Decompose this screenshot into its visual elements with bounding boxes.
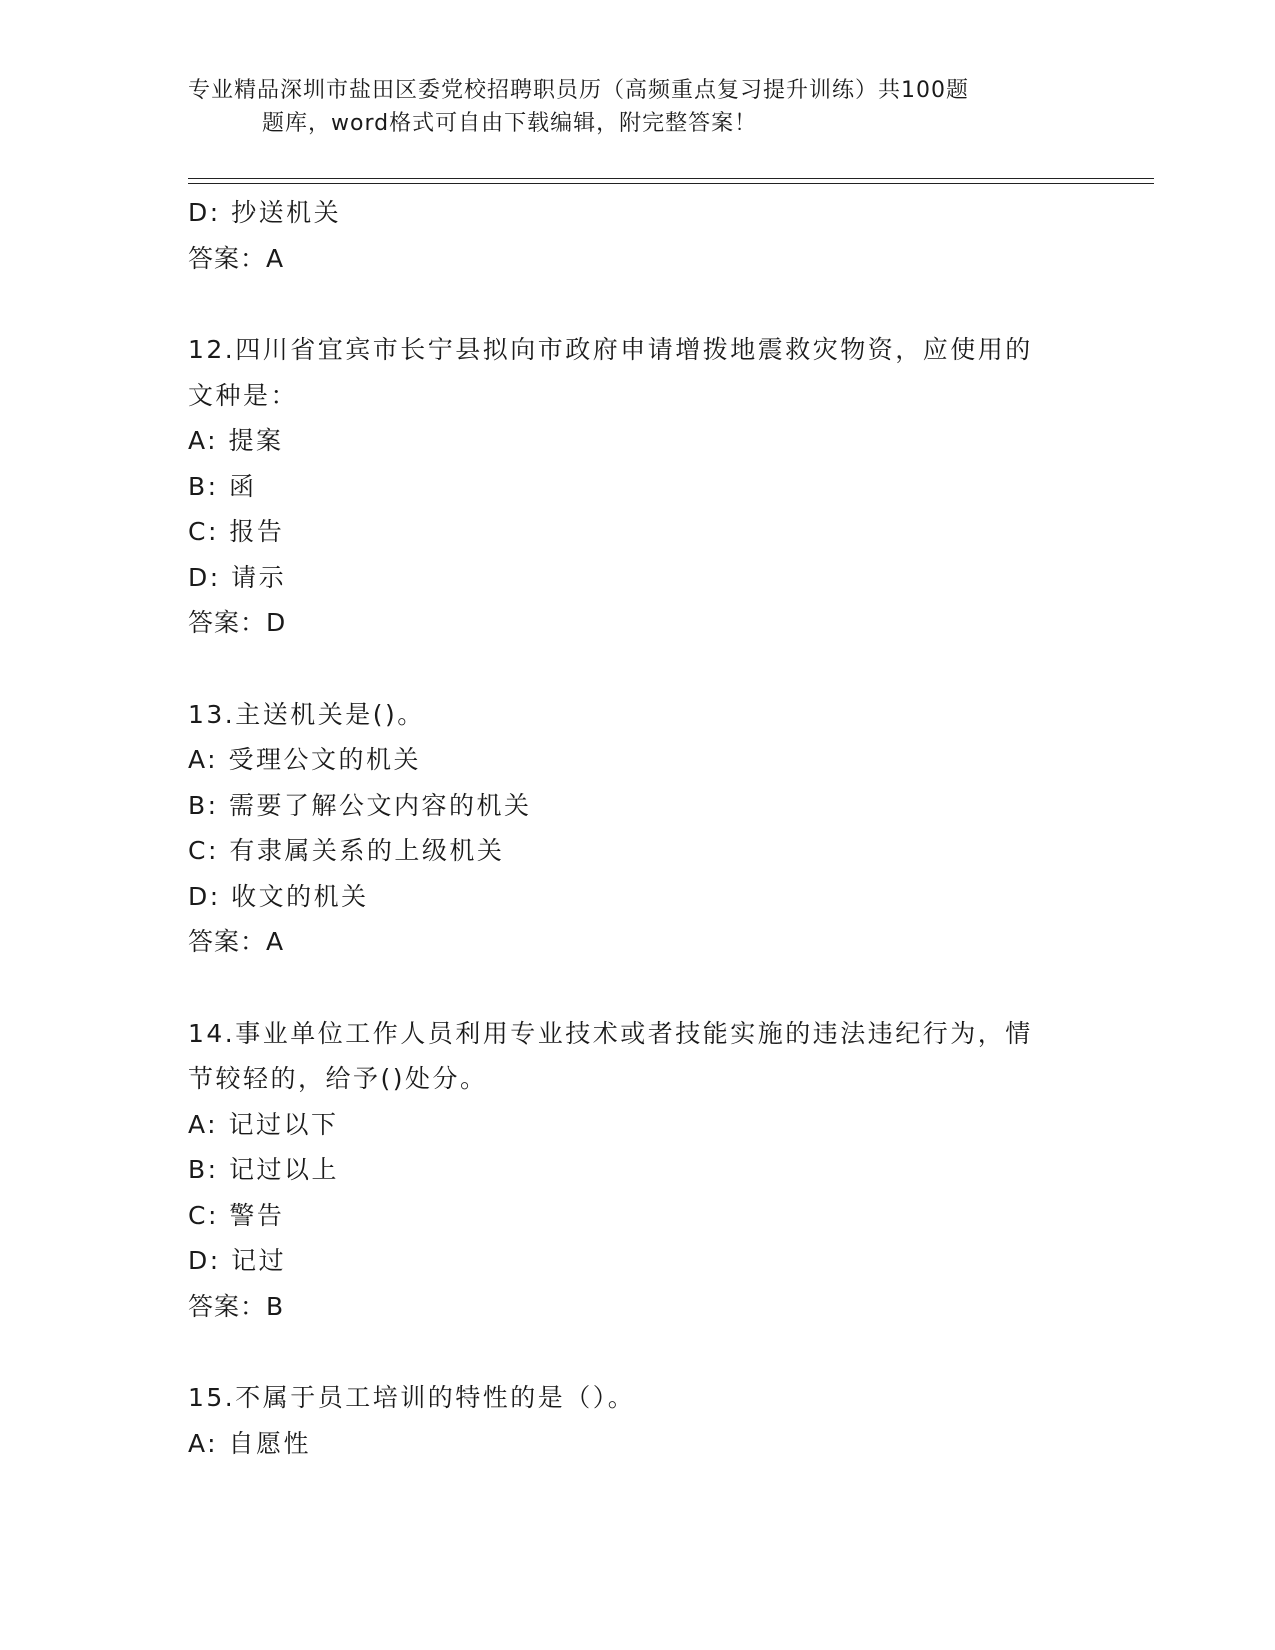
option-d: D: 请示 [188,562,287,592]
option-c: C: 有隶属关系的上级机关 [188,836,505,865]
header-title-line1: 专业精品深圳市盐田区委党校招聘职员历（高频重点复习提升训练）共100题 [188,78,969,103]
question-text: 15.不属于员工培训的特性的是（）。 [188,1383,636,1412]
question-text: 14.事业单位工作人员利用专业技术或者技能实施的违法违纪行为，情 [188,1018,1033,1048]
answer-line: 答案：D [188,608,287,637]
question-text: 13.主送机关是()。 [188,699,425,729]
header-rule-bottom [188,183,1154,184]
question-text-continued: 文种是： [188,380,299,410]
block-gap [188,965,1088,1011]
option-a: A: 自愿性 [188,1428,312,1458]
document-header [188,74,1088,140]
option-d: D: 记过 [188,1246,287,1275]
option-b: B: 需要了解公文内容的机关 [188,790,532,820]
header-title-line2: 题库，word格式可自由下载编辑，附完整答案！ [262,111,758,136]
option-b: B: 函 [188,471,257,501]
header-rule-top [188,178,1154,179]
question-text-continued: 节较轻的，给予()处分。 [188,1064,488,1093]
option-d: D: 收文的机关 [188,881,369,911]
answer-line: 答案：B [188,1291,285,1321]
question-block-12 [188,327,1088,646]
block-gap [188,281,1088,327]
question-block-13 [188,692,1088,965]
option-c: C: 报告 [188,517,285,546]
answer-line: 答案：A [188,243,285,273]
question-block-11-tail [188,190,1088,281]
question-block-14 [188,1011,1088,1330]
question-block-15 [188,1375,1088,1466]
option-d: D: 抄送机关 [188,198,342,227]
question-text: 12.四川省宜宾市长宁县拟向市政府申请增拨地震救灾物资，应使用的 [188,335,1033,364]
option-a: A: 提案 [188,426,284,455]
question-list [188,190,1088,1466]
answer-line: 答案：A [188,927,285,956]
block-gap [188,646,1088,692]
option-c: C: 警告 [188,1200,285,1230]
option-a: A: 受理公文的机关 [188,745,422,774]
option-a: A: 记过以下 [188,1109,339,1139]
option-b: B: 记过以上 [188,1155,340,1184]
block-gap [188,1329,1088,1375]
